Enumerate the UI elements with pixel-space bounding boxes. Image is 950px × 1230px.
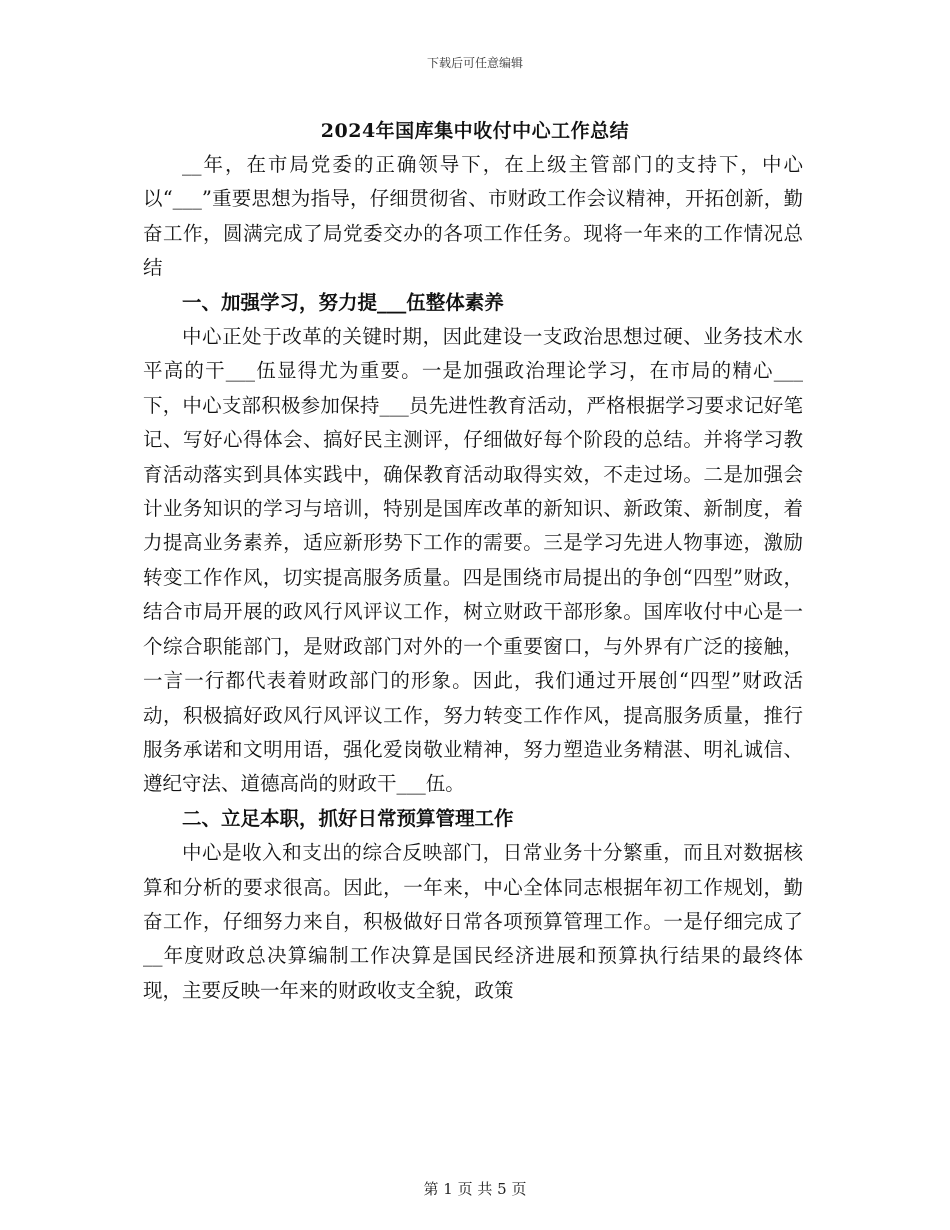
header-note: 下载后可任意编辑 — [426, 56, 523, 70]
section-2-heading: 二、立足本职，抓好日常预算管理工作 — [182, 806, 514, 830]
section-1-paragraph: 中心正处于改革的关键时期，因此建设一支政治思想过硬、业务技术水平高的干___伍显得尤为重要。一是加强政治理论学习，在市局的精心___下，中心支部积极参加保持___员先进性教育活动，严格根据学习要求记好笔记、写好心得体会、搞好民主测评，仔细做好每个阶段的总结。并将学习教育活动落实到具体实践中，确保教育活动取得实效，不走过场。二是加强会计业务知识的学习与培训，特别是国库改革的新知识、新政策、新制度，着力提高业务素养，适应新形势下工作的需要。三是学习先进人物事迹，激励转变工作作风，切实提高服务质量。四是围绕市局提出的争创“四型”财政，结合市局开展的政风行风评议工作，树立财政干部形象。国库收付中心是一个综合职能部门，是财政部门对外的一个重要窗口，与外界有广泛的接触，一言一行都代表着财政部门的形象。因此，我们通过开展创“四型”财政活动，积极搞好政风行风评议工作，努力转变工作作风，提高服务质量，推行服务承诺和文明用语，强化爱岗敬业精神，努力塑造业务精湛、明礼诚信、遵纪守法、道德高尚的财政干___伍。 — [143, 325, 803, 796]
page-footer: 第 1 页 共 5 页 — [423, 1180, 527, 1198]
document-title: 2024年国库集中收付中心工作总结 — [320, 120, 630, 142]
document-body — [143, 148, 803, 1008]
intro-paragraph: __年，在市局党委的正确领导下，在上级主管部门的支持下，中心以“___”重要思想为指导，仔细贯彻省、市财政工作会议精神，开拓创新，勤奋工作，圆满完成了局党委交办的各项工作任务。现将一年来的工作情况总结 — [143, 153, 803, 280]
section-1-heading: 一、加强学习，努力提___伍整体素养 — [182, 290, 504, 314]
section-2-paragraph: 中心是收入和支出的综合反映部门，日常业务十分繁重，而且对数据核算和分析的要求很高。因此，一年来，中心全体同志根据年初工作规划，勤奋工作，仔细努力来自，积极做好日常各项预算管理工作。一是仔细完成了__年度财政总决算编制工作决算是国民经济进展和预算执行结果的最终体现，主要反映一年来的财政收支全貌，政策 — [143, 841, 803, 1002]
